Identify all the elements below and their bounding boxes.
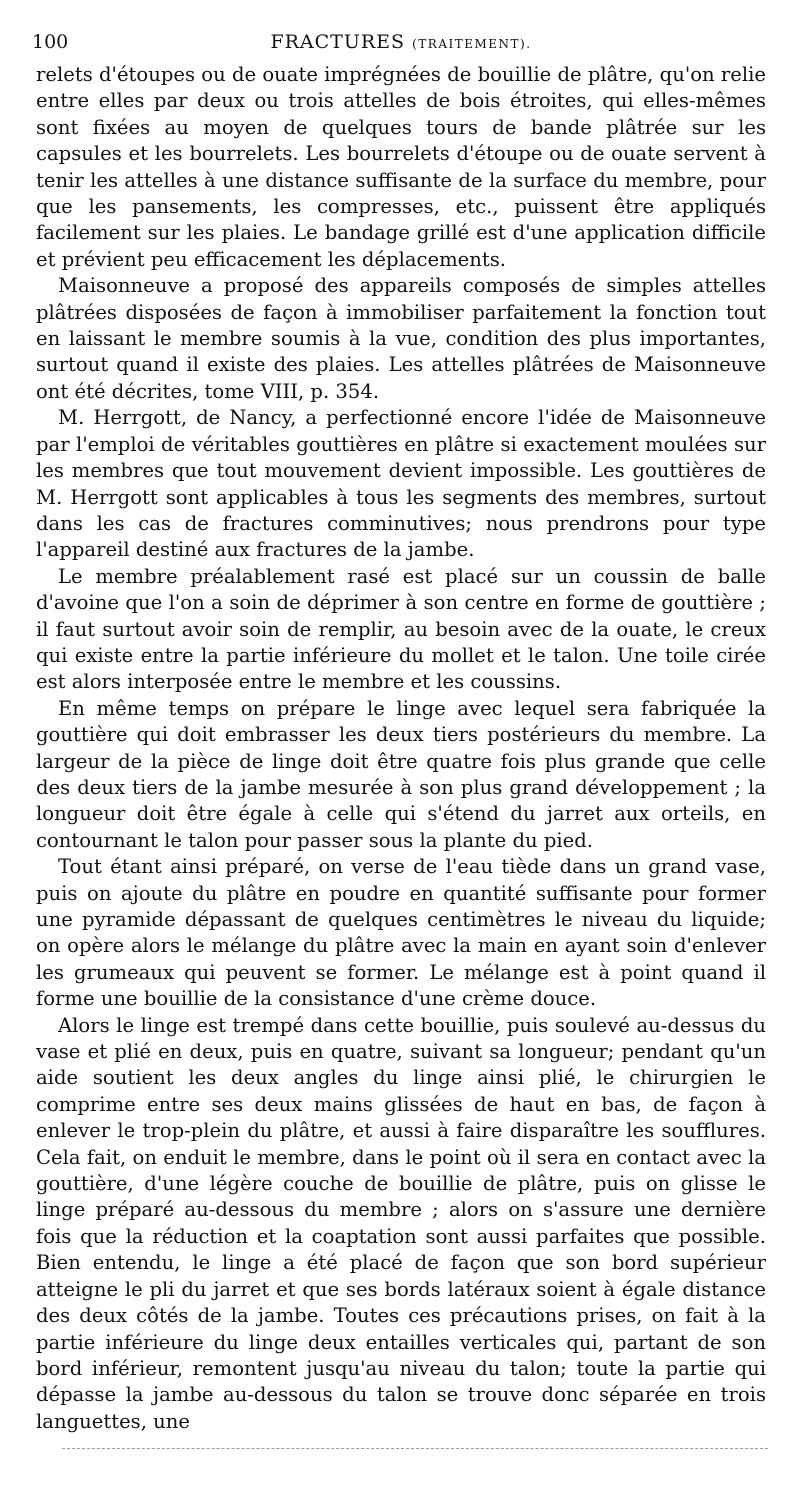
body-text [36,62,766,1435]
paragraph-1: relets d'étoupes ou de ouate imprégnées de bouillie de plâtre, qu'on relie entre elles par deux ou trois attelles de bois étroites, qui elles-mêmes sont fixées au moyen de quelques tours de bande plâtrée sur les capsules et les bourrelets. Les bourrelets d'étoupe ou de ouate servent à tenir les attelles à une distance suffisante de la surface du membre, pour que les pansements, les compresses, etc., puissent être appliqués facilement sur les plaies. Le bandage grillé est d'une application difficile et prévient peu efficacement les déplacements. [36,63,766,271]
paragraph-6: Tout étant ainsi préparé, on verse de l'eau tiède dans un grand vase, puis on ajoute du plâtre en poudre en quantité suffisante pour former une pyramide dépassant de quelques centimètres le niveau du liquide; on opère alors le mélange du plâtre avec la main en ayant soin d'enlever les grumeaux qui peuvent se former. Le mélange est à point quand il forme une bouillie de la consistance d'une crème douce. [36,855,766,1011]
running-title [36,22,766,64]
page-number: 100 [32,31,69,53]
paragraph-4: Le membre préalablement rasé est placé sur un coussin de balle d'avoine que l'on a soin de déprimer à son centre en forme de gouttière ; il faut surtout avoir soin de remplir, au besoin avec de la ouate, le creux qui existe entre la partie inférieure du mollet et le talon. Une toile cirée est alors interposée entre le membre et les coussins. [36,564,766,694]
paragraph-7: Alors le linge est trempé dans cette bouillie, puis soulevé au-dessus du vase et plié en deux, puis en quatre, suivant sa longueur; pendant qu'un aide soutient les deux angles du linge ainsi plié, le chirurgien le comprime entre ses deux mains glissées de haut en bas, de façon à enlever le trop-plein du plâtre, et aussi à faire disparaître les soufflures. Cela fait, on enduit le membre, dans le point où il sera en contact avec la gouttière, d'une légère couche de bouillie de plâtre, puis on glisse le linge préparé au-dessous du membre ; alors on s'assure une dernière fois que la réduction et la coaptation sont aussi parfaites que possible. Bien entendu, le linge a été placé de façon que son bord supérieur atteigne le pli du jarret et que ses bords latéraux soient à égale distance des deux côtés de la jambe. Toutes ces précautions prises, on fait à la partie inférieure du linge deux entailles verticales qui, partant de son bord inférieur, remontent jusqu'au niveau du talon; toute la partie qui dépasse la jambe au-dessous du talon se trouve donc séparée en trois languettes, une [36,1013,766,1433]
footer-dotted-rule [62,1448,768,1449]
running-header [32,22,766,62]
header-subtitle: (TRAITEMENT). [412,37,532,51]
header-title: FRACTURES [270,31,406,53]
document-page [32,22,766,1435]
paragraph-5: En même temps on prépare le linge avec lequel sera fabriquée la gouttière qui doit embrasser les deux tiers postérieurs du membre. La largeur de la pièce de linge doit être quatre fois plus grande que celle des deux tiers de la jambe mesurée à son plus grand développement ; la longueur doit être égale à celle qui s'étend du jarret aux orteils, en contournant le talon pour passer sous la plante du pied. [36,696,766,852]
paragraph-2: Maisonneuve a proposé des appareils composés de simples attelles plâtrées disposées de façon à immobiliser parfaitement la fonction tout en laissant le membre soumis à la vue, condition des plus importantes, surtout quand il existe des plaies. Les attelles plâtrées de Maisonneuve ont été décrites, tome VIII, p. 354. [36,274,766,403]
paragraph-3: M. Herrgott, de Nancy, a perfectionné encore l'idée de Maisonneuve par l'emploi de véritables gouttières en plâtre si exactement moulées sur les membres que tout mouvement devient impossible. Les gouttières de M. Herrgott sont applicables à tous les segments des membres, surtout dans les cas de fractures comminutives; nous prendrons pour type l'appareil destiné aux fractures de la jambe. [36,406,766,562]
